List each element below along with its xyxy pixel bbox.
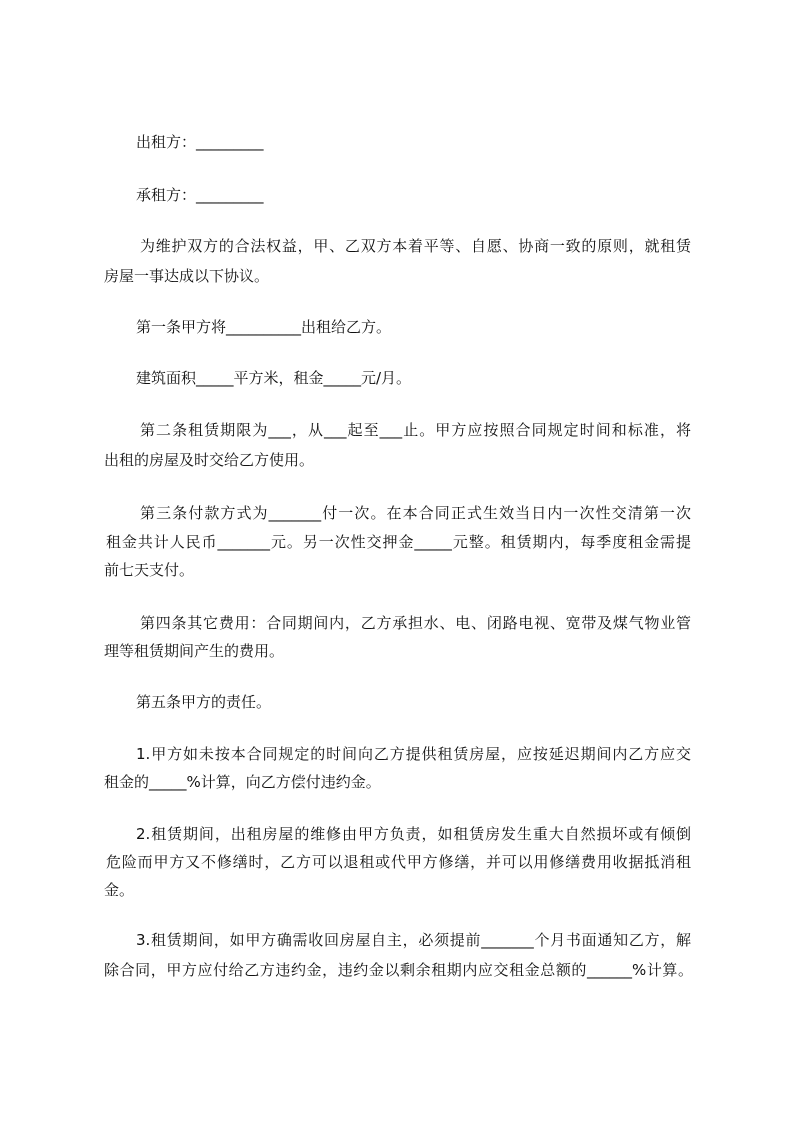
lessor-line: 出租方：_________: [136, 133, 264, 151]
item-2-line: 金。: [104, 881, 135, 899]
article-4-line: 理等租赁期间产生的费用。: [104, 642, 285, 660]
article-2-line: 出租的房屋及时交给乙方使用。: [104, 451, 315, 469]
article-3-line: 前七天支付。: [104, 561, 195, 579]
item-2-line: 2.租赁期间，出租房屋的维修由甲方负责，如租赁房发生重大自然损坏或有倾倒: [136, 825, 691, 843]
item-1-line: 1.甲方如未按本合同规定的时间向乙方提供租赁房屋，应按延迟期间内乙方应交: [136, 745, 691, 763]
article-4-line: 第四条其它费用：合同期间内，乙方承担水、电、闭路电视、宽带及煤气物业管: [140, 614, 691, 632]
item-3-line: 除合同，甲方应付给乙方违约金，违约金以剩余租期内应交租金总额的______%计算。: [104, 961, 693, 979]
article-5-heading: 第五条甲方的责任。: [136, 693, 272, 711]
article-2-line: 第二条租赁期限为___，从___起至___止。甲方应按照合同规定时间和标准，将: [140, 421, 691, 439]
preamble-line: 为维护双方的合法权益，甲、乙双方本着平等、自愿、协商一致的原则，就租赁: [140, 237, 691, 255]
preamble-line: 房屋一事达成以下协议。: [104, 267, 270, 285]
item-1-line: 租金的_____%计算，向乙方偿付违约金。: [104, 773, 381, 791]
item-3-line: 3.租赁期间，如甲方确需收回房屋自主，必须提前_______个月书面通知乙方，解: [136, 931, 691, 949]
article-1-area-line: 建筑面积_____平方米，租金_____元/月。: [136, 369, 412, 387]
item-2-line: 危险而甲方又不修缮时，乙方可以退租或代甲方修缮，并可以用修缮费用收据抵消租: [106, 853, 691, 871]
article-1-line: 第一条甲方将__________出租给乙方。: [136, 318, 392, 336]
article-3-line: 租金共计人民币_______元。另一次性交押金_____元整。租赁期内，每季度租金需提: [106, 533, 691, 551]
lessee-line: 承租方：_________: [136, 186, 264, 204]
article-3-line: 第三条付款方式为_______付一次。在本合同正式生效当日内一次性交清第一次: [140, 504, 691, 522]
